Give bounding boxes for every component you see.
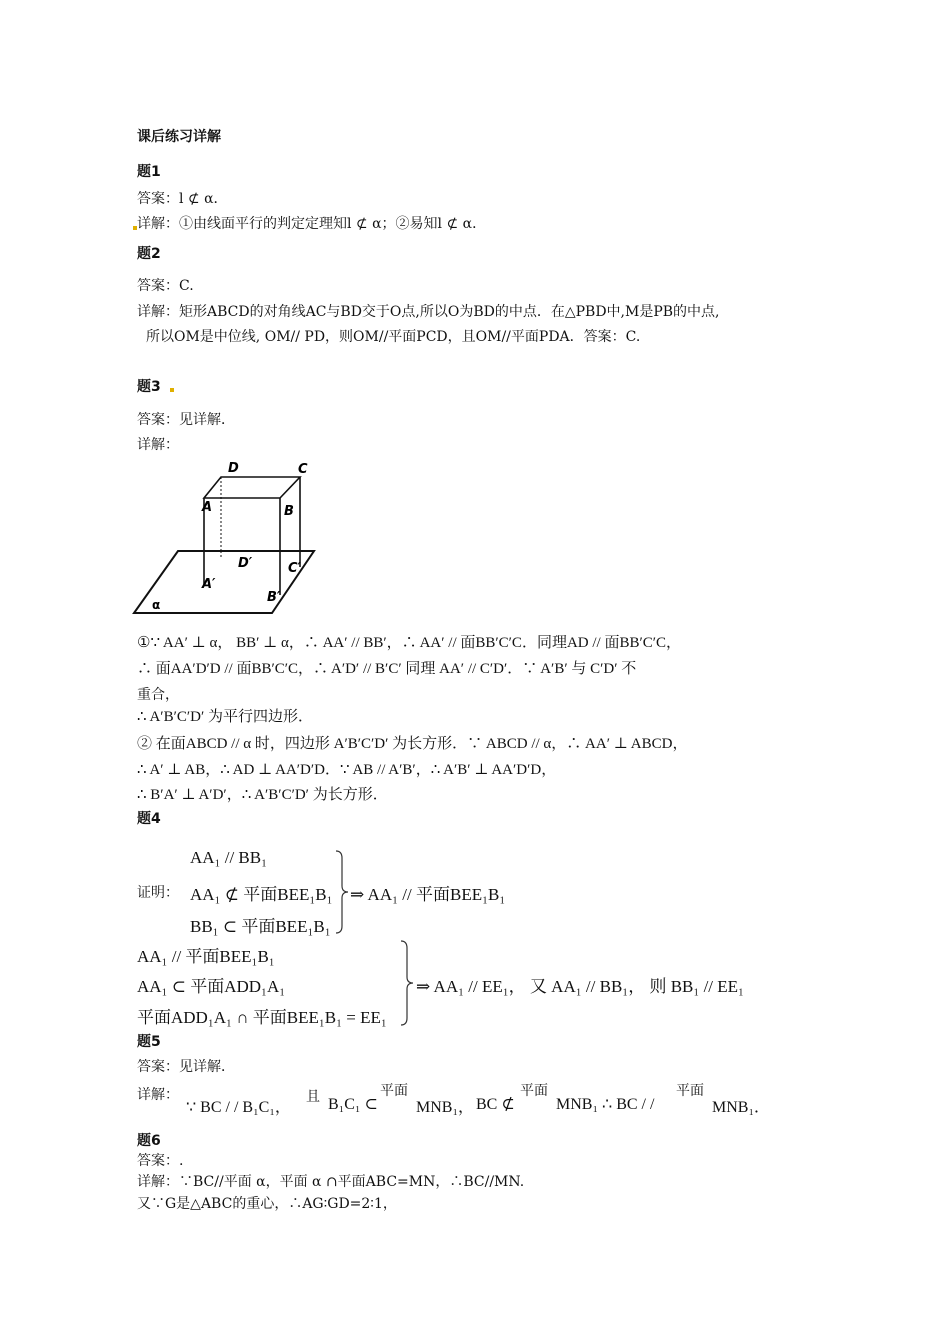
q2-answer: 答案：C. (137, 278, 194, 294)
q3-line3: 重合， (137, 687, 179, 703)
q3-line5: ② 在面ABCD // α 时，四边形 A′B′C′D′ 为长方形．∵ ABCD // α，∴ AA′ ⊥ ABCD， (137, 736, 688, 752)
q2-detail-line2: 所以OM是中位线, OM// PD，则OM//平面PCD，且OM//平面PDA．答案：C. (146, 329, 641, 345)
q6-line2: 又∵G是△ABC的重心，∴AG∶GD=2∶1， (137, 1196, 397, 1212)
q4-block2-line2: AA₁ ⊂ 平面ADD₁A₁ (137, 977, 286, 996)
q5-answer: 答案：见详解． (137, 1059, 235, 1075)
q5-detail-label: 详解： (137, 1087, 179, 1103)
q3-line6: ∴ A′ ⊥ AB，∴ AD ⊥ AA′D′D．∵ AB // A′B′，∴ A′B′ ⊥ AA′D′D， (137, 762, 557, 778)
q5-part6: MNB₁ ∴ BC / / (556, 1096, 655, 1113)
label-A: A (202, 500, 213, 515)
page-title: 课后练习详解 (137, 129, 221, 145)
q4-block2-line1: AA₁ // 平面BEE₁B₁ (137, 947, 275, 966)
q5-part7: MNB₁． (712, 1099, 771, 1116)
q4-block2-line3: 平面ADD₁A₁ ∩ 平面BEE₁B₁ = EE₁ (137, 1008, 387, 1027)
label-alpha: α (152, 598, 161, 612)
q5-part6-top: 平面 (520, 1083, 548, 1099)
q3-line4: ∴ A′B′C′D′ 为平行四边形． (137, 709, 314, 725)
label-B: B (284, 504, 294, 519)
q4-block1-line2: AA₁ ⊄ 平面BEE₁B₁ (190, 885, 333, 904)
right-brace (400, 940, 414, 1026)
q3-heading: 题3 (137, 379, 161, 395)
q4-heading: 题4 (137, 811, 161, 827)
q1-heading: 题1 (137, 164, 161, 180)
q5-part1: ∵ BC / / B₁C₁， (186, 1099, 291, 1116)
q5-part5: BC ⊄ (476, 1096, 515, 1113)
q4-block1-line3: BB₁ ⊂ 平面BEE₁B₁ (190, 917, 331, 936)
label-B-prime: B′ (267, 590, 281, 605)
q5-part7-top: 平面 (676, 1083, 704, 1099)
cube-plane-figure (130, 455, 330, 620)
q3-line2: ∴ 面AA′D′D // 面BB′C′C，∴ A′D′ // B′C′ 同理 AA′ // C′D′．∵ A′B′ 与 C′D′ 不 (137, 661, 637, 677)
q3-detail-label: 详解： (137, 437, 179, 453)
q4-proof-label: 证明： (137, 885, 179, 901)
label-A-prime: A′ (202, 577, 216, 592)
q2-heading: 题2 (137, 246, 161, 262)
q3-line1: ①∵ AA′ ⊥ α， BB′ ⊥ α，∴ AA′ // BB′，∴ AA′ // 面BB′C′C．同理AD // 面BB′C′C， (137, 635, 682, 651)
q5-part3: B₁C₁ ⊂ (328, 1096, 378, 1113)
q4-block2-result: ⇒ AA₁ // EE₁， 又 AA₁ // BB₁， 则 BB₁ // EE₁ (416, 977, 744, 996)
q4-block1-result: ⇒ AA₁ // 平面BEE₁B₁ (350, 885, 506, 904)
label-D-prime: D′ (238, 556, 253, 571)
label-C: C (298, 462, 308, 477)
q5-part4: MNB₁， (416, 1099, 475, 1116)
right-brace (335, 850, 349, 934)
marker-dot (170, 388, 174, 392)
q5-part2: 且 (306, 1089, 320, 1105)
q5-part4-top: 平面 (380, 1083, 408, 1099)
q1-detail: 详解：①由线面平行的判定定理知l ⊄ α；②易知l ⊄ α． (137, 216, 487, 232)
q6-heading: 题6 (137, 1133, 161, 1149)
q6-answer: 答案：. (137, 1153, 184, 1169)
q2-detail-line1: 详解：矩形ABCD的对角线AC与BD交于O点,所以O为BD的中点．在△PBD中,M是PB的中点, (137, 304, 720, 320)
label-C-prime: C′ (288, 561, 301, 576)
q1-answer: 答案：l ⊄ α． (137, 191, 228, 207)
q3-line7: ∴ B′A′ ⊥ A′D′，∴ A′B′C′D′ 为长方形． (137, 787, 388, 803)
q4-block1-line1: AA₁ // BB₁ (190, 848, 268, 867)
label-D: D (228, 461, 239, 476)
q6-detail: 详解：∵BC//平面 α，平面 α ∩平面ABC=MN，∴BC//MN. (137, 1174, 525, 1190)
q5-heading: 题5 (137, 1034, 161, 1050)
q3-answer: 答案：见详解． (137, 412, 235, 428)
